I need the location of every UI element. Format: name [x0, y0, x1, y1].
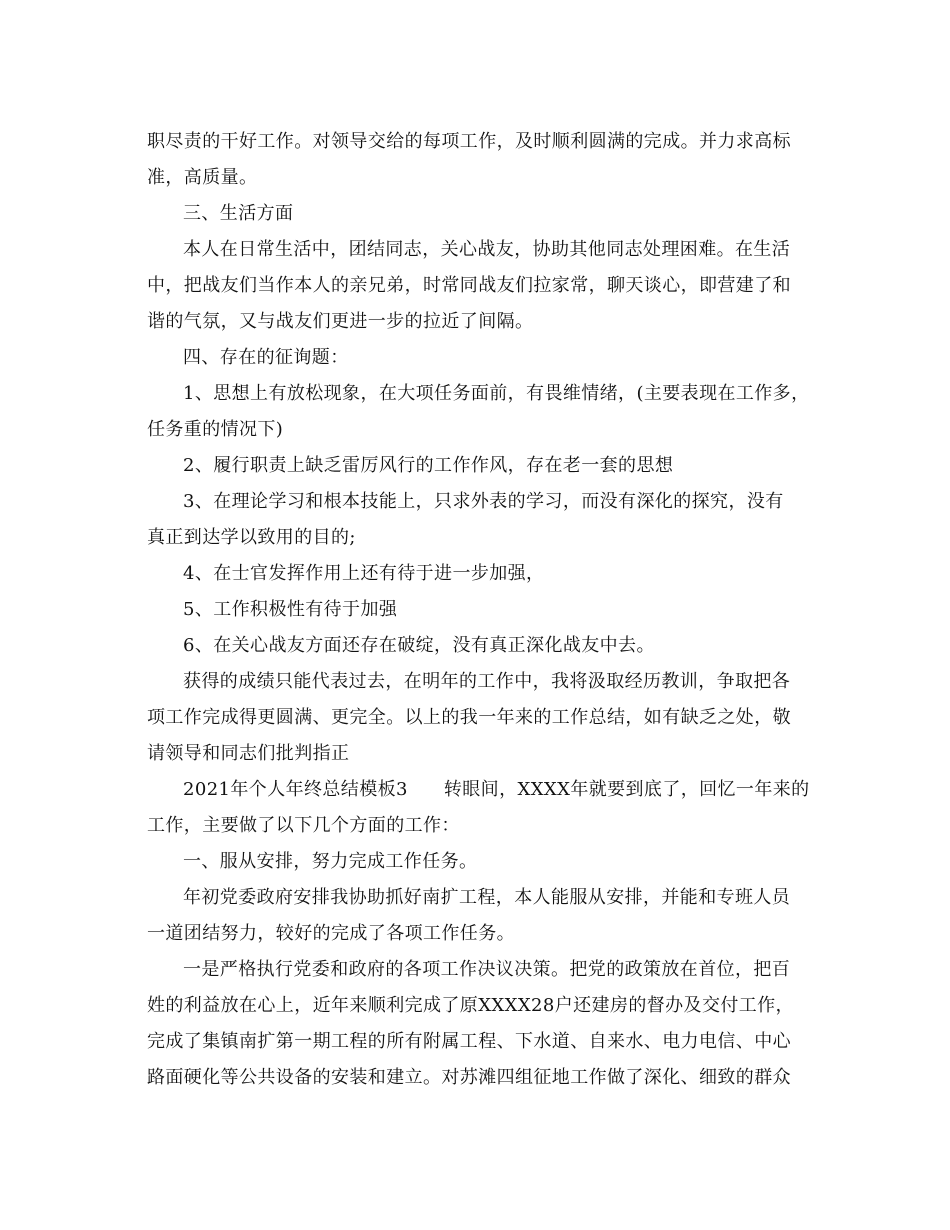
text-line: 一是严格执行党委和政府的各项工作决议决策。把党的政策放在首位，把百 [183, 959, 791, 980]
list-item: 4、在士官发挥作用上还有待于进一步加强， [183, 563, 545, 584]
text-line: 准，高质量。 [147, 167, 258, 188]
body-text [147, 124, 812, 1096]
text-line: 完成了集镇南扩第一期工程的所有附属工程、下水道、自来水、电力电信、中心 [147, 1031, 791, 1052]
text-line: 中，把战友们当作本人的亲兄弟，时常同战友们拉家常，聊天谈心，即营建了和 [147, 275, 791, 296]
list-item: 2、履行职责上缺乏雷厉风行的工作作风，存在老一套的思想 [183, 455, 674, 476]
text-line: 真正到达学以致用的目的; [147, 527, 356, 548]
list-item: 6、在关心战友方面还存在破绽，没有真正深化战友中去。 [183, 635, 655, 656]
list-item: 5、工作积极性有待于加强 [183, 599, 398, 620]
text-line: 职尽责的干好工作。对领导交给的每项工作，及时顺利圆满的完成。并力求高标 [147, 131, 791, 152]
text-line: 获得的成绩只能代表过去，在明年的工作中，我将汲取经历教训，争取把各 [183, 671, 791, 692]
text-line: 请领导和同志们批判指正 [147, 743, 350, 764]
section-heading: 三、生活方面 [183, 203, 294, 224]
text-line: 谐的气氛，又与战友们更进一步的拉近了间隔。 [147, 311, 534, 332]
list-item: 3、在理论学习和根本技能上，只求外表的学习，而没有深化的探究，没有 [183, 491, 784, 512]
text-line: 姓的利益放在心上，近年来顺利完成了原XXXX28户还建房的督办及交付工作， [147, 995, 794, 1016]
text-line: 本人在日常生活中，团结同志，关心战友，协助其他同志处理困难。在生活 [183, 239, 791, 260]
section-heading: 一、服从安排，努力完成工作任务。 [183, 851, 478, 872]
text-line: 一道团结努力，较好的完成了各项工作任务。 [147, 923, 515, 944]
text-line: 工作，主要做了以下几个方面的工作： [147, 815, 460, 836]
text-continuation: 转眼间，XXXX年就要到底了，回忆一年来的 [443, 779, 810, 800]
text-line: 路面硬化等公共设备的安装和建立。对苏滩四组征地工作做了深化、细致的群众 [147, 1067, 791, 1088]
section-heading: 四、存在的征询题： [183, 347, 349, 368]
template-heading: 2021年个人年终总结模板3 [183, 779, 408, 800]
text-line: 年初党委政府安排我协助抓好南扩工程，本人能服从安排，并能和专班人员 [183, 887, 791, 908]
text-line: 项工作完成得更圆满、更完全。以上的我一年来的工作总结，如有缺乏之处，敬 [147, 707, 791, 728]
template-heading-line [147, 772, 812, 808]
list-item: 1、思想上有放松现象，在大项任务面前，有畏维情绪，(主要表现在工作多， [183, 383, 810, 404]
text-line: 任务重的情况下) [147, 419, 284, 440]
